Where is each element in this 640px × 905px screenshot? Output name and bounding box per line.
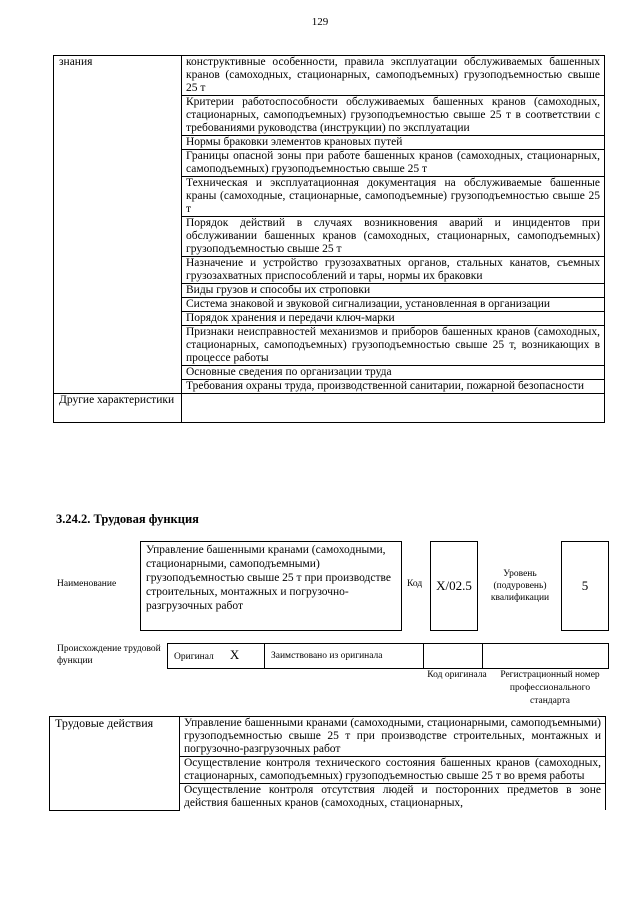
name-label: Наименование bbox=[57, 579, 117, 589]
function-code-value: X/02.5 bbox=[436, 578, 472, 593]
knowledge-item: Признаки неисправностей механизмов и приборов башенных кранов (самоходных, стационарных, самоподъемных) грузоподъемностью свыше 25 т, возникающих в процессе работы bbox=[182, 326, 605, 366]
origin-table bbox=[167, 643, 609, 669]
other-characteristics-label: Другие характеристики bbox=[54, 394, 182, 423]
knowledge-item: конструктивные особенности, правила эксплуатации обслуживаемых башенных кранов (самоходных, стационарных, самоподъемных) грузоподъемностью свыше 25 т bbox=[182, 56, 605, 96]
knowledge-item: Границы опасной зоны при работе башенных кранов (самоходных, стационарных, самоподъемных) грузоподъемностью свыше 25 т bbox=[182, 150, 605, 177]
registration-number-caption: Регистрационный номер профессионального стандарта bbox=[500, 670, 600, 706]
origin-original-cell bbox=[168, 644, 265, 669]
action-item: Осуществление контроля технического состояния башенных кранов (самоходных, стационарных, самоподъемных) грузоподъемностью свыше 25 т во время работы bbox=[180, 757, 606, 784]
function-name-box: Управление башенными кранами (самоходными, стационарными, самоподъемными) грузоподъемностью свыше 25 т при производстве строительных, монтажных и погрузочно-разгрузочных работ bbox=[140, 541, 402, 631]
original-code-cell bbox=[424, 644, 483, 669]
original-label: Оригинал bbox=[174, 652, 214, 662]
page-number: 129 bbox=[311, 16, 329, 28]
knowledge-item: Требования охраны труда, производственной санитарии, пожарной безопасности bbox=[182, 380, 605, 394]
qualification-level-box bbox=[561, 541, 609, 631]
knowledge-item: Порядок хранения и передачи ключ-марки bbox=[182, 312, 605, 326]
actions-table bbox=[49, 716, 606, 811]
code-label: Код bbox=[407, 579, 423, 589]
knowledge-label: знания bbox=[54, 56, 182, 394]
table-row bbox=[50, 717, 606, 757]
knowledge-item: Критерии работоспособности обслуживаемых башенных кранов (самоходных, стационарных, самоподъемных) грузоподъемностью свыше 25 т в соответствии с требованиями руководства (инструкции) по эксплуатации bbox=[182, 96, 605, 136]
section-heading: 3.24.2. Трудовая функция bbox=[56, 512, 199, 526]
knowledge-item: Основные сведения по организации труда bbox=[182, 366, 605, 380]
action-item: Управление башенными кранами (самоходными, стационарными, самоподъемными) грузоподъемностью свыше 25 т при производстве строительных, монтажных и погрузочно-разгрузочных работ bbox=[180, 717, 606, 757]
borrowed-cell: Заимствовано из оригинала bbox=[265, 644, 424, 669]
other-characteristics-value bbox=[182, 394, 605, 423]
registration-number-cell bbox=[483, 644, 609, 669]
table-row bbox=[54, 394, 605, 423]
function-code-box bbox=[430, 541, 478, 631]
origin-label: Происхождение трудовой функции bbox=[57, 644, 161, 666]
knowledge-item: Виды грузов и способы их строповки bbox=[182, 284, 605, 298]
knowledge-item: Система знаковой и звуковой сигнализации, установленная в организации bbox=[182, 298, 605, 312]
qualification-level-value: 5 bbox=[581, 578, 589, 593]
knowledge-item: Назначение и устройство грузозахватных органов, стальных канатов, съемных грузозахватных приспособлений и тары, нормы их браковки bbox=[182, 257, 605, 284]
level-label: Уровень (подуровень) квалификации bbox=[490, 569, 550, 603]
knowledge-item: Нормы браковки элементов крановых путей bbox=[182, 136, 605, 150]
action-item: Осуществление контроля отсутствия людей и посторонних предметов в зоне действия башенных кранов (самоходных, стационарных, bbox=[180, 784, 606, 811]
original-code-caption: Код оригинала bbox=[427, 670, 487, 680]
knowledge-item: Порядок действий в случаях возникновения аварий и инцидентов при обслуживании башенных кранов (самоходных, стационарных, самоподъемных) грузоподъемностью свыше 25 т bbox=[182, 217, 605, 257]
knowledge-table bbox=[53, 55, 605, 423]
actions-label: Трудовые действия bbox=[50, 717, 180, 811]
table-row bbox=[54, 56, 605, 96]
table-row bbox=[168, 644, 609, 669]
knowledge-item: Техническая и эксплуатационная документация на обслуживаемые башенные краны (самоходные, стационарные, самоподъемные) грузоподъемностью свыше 25 т bbox=[182, 177, 605, 217]
original-mark: X bbox=[229, 647, 240, 662]
